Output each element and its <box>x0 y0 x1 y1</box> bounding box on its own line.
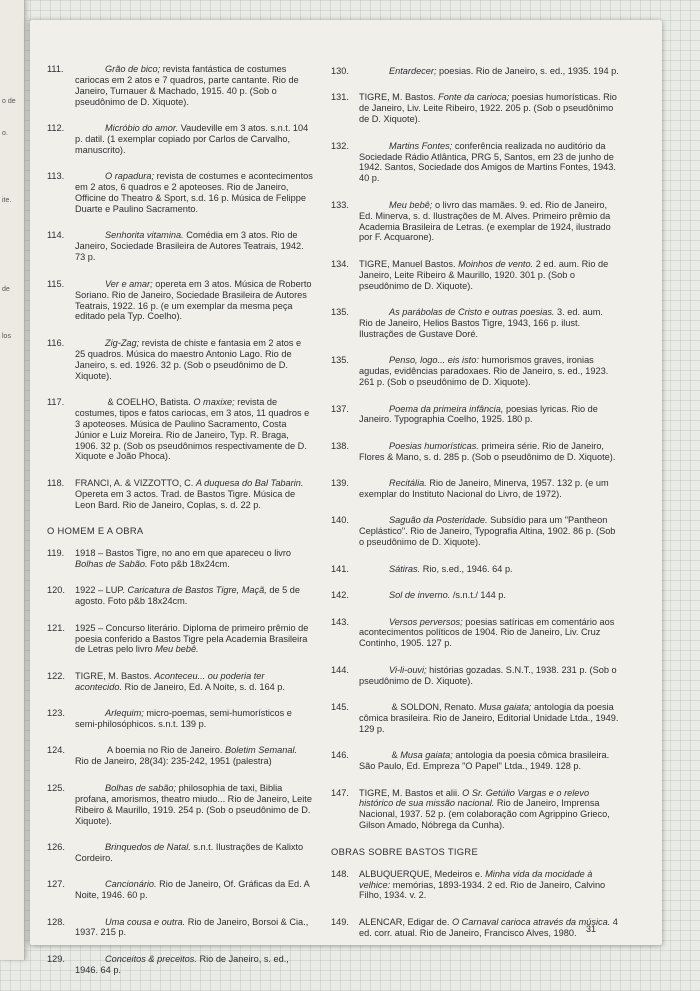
entry-title: Moinhos de vento. <box>458 258 534 269</box>
entry-title: Boletim Semanal. <box>225 745 298 756</box>
bibliography-entry <box>331 259 619 292</box>
bibliography-entry <box>47 123 313 156</box>
bibliography-entry <box>47 548 313 570</box>
entry-detail: ALENCAR, Edigar de. <box>359 916 452 927</box>
entry-detail: TIGRE, M. Bastos. <box>75 670 155 681</box>
entry-title: O Carnaval carioca através da música. <box>451 916 611 927</box>
bibliography-entry <box>331 917 619 939</box>
document-page <box>30 20 662 975</box>
entry-text <box>75 478 313 511</box>
entry-detail: de 5 de agosto. Foto p&b 18x24cm. <box>75 585 300 607</box>
entry-detail: & <box>389 750 401 761</box>
bibliography-entry <box>331 617 619 650</box>
entry-title: Sátiras. <box>389 563 421 574</box>
entry-detail: humorismos graves, ironias agudas, evidências paradoxaes. Rio de Janeiro, s. ed., 1923. 261 p. (Sob o pseudônimo de D. Xiquote). <box>359 355 609 388</box>
entry-detail: revista de costumes, tipos e fatos cariocas, em 3 atos, 11 quadros e 3 apoteoses. Música de Paulino Sacramento, Costa Júnior e Luiz Moreira. Rio de Janeiro, Typ. R. Braga, 1906. 32 p. (Sob os pseudônimos respectivamente de D. Xiquote e João Phoca). <box>75 396 310 462</box>
entry-text <box>359 200 619 244</box>
entry-detail: A boemia no Rio de Janeiro. <box>105 745 226 756</box>
entry-number: 147. <box>331 787 349 798</box>
entry-title: Poema da primeira infância, <box>389 403 504 414</box>
entry-detail: revista de costumes e acontecimentos em 2 atos, 6 quadros e 2 apoteoses. Rio de Janeiro, Officine do Theatro & Sport, s.d. 16 p. Música de Felippe Duarte e Paulino Sacramento. <box>75 171 313 215</box>
bibliography-entry <box>47 745 313 767</box>
entry-text <box>75 879 313 901</box>
entry-number: 134. <box>331 258 349 269</box>
entry-text <box>359 66 619 77</box>
entry-number: 121. <box>47 622 65 633</box>
left-entries-2 <box>47 548 313 976</box>
entry-text <box>359 355 619 388</box>
entry-text <box>75 64 313 108</box>
entry-detail: conferência realizada no auditório da Sociedade Rádio Atlântica, PRG 5, Santos, em 23 de junho de 1942. Santos, Sociedade dos Amigos de Martins Fontes, 1943. 40 p. <box>359 140 616 184</box>
entry-number: 130. <box>331 66 349 76</box>
entry-text <box>359 617 619 650</box>
entry-detail: Vaudeville em 3 atos. s.n.t. 104 p. datil. (1 exemplar copiado por Carlos de Carvalho, manuscrito). <box>75 123 309 155</box>
bibliography-entry <box>47 585 313 607</box>
entry-title: Bolhas de sabão; <box>105 782 177 793</box>
entry-text <box>359 590 619 601</box>
entry-title: A duquesa do Bal Tabarin. <box>195 477 304 488</box>
entry-title: Penso, logo... eis isto: <box>389 355 479 366</box>
bibliography-entry <box>331 665 619 687</box>
entry-detail: Rio de Janeiro, Of. Gráficas da Ed. A Noite, 1946. 60 p. <box>75 879 310 901</box>
entry-number: 137. <box>331 403 349 414</box>
entry-detail: Rio de Janeiro, Minerva, 1957. 132 p. (e um exemplar do Instituto Nacional do Livro, de 1972). <box>359 478 609 500</box>
bibliography-entry <box>47 708 313 730</box>
entry-number: 131. <box>331 92 349 103</box>
entry-title: O Sr. Getúlio Vargas e o relevo histórico de sua missão nacional. <box>359 787 590 809</box>
entry-title: Saguão da Posteridade. <box>389 515 488 526</box>
bibliography-entry <box>47 64 313 108</box>
entry-title: O rapadura; <box>105 171 155 182</box>
entry-detail: FRANCI, A. & VIZZOTTO, C. <box>75 477 196 488</box>
entry-number: 138. <box>331 440 349 451</box>
entry-text <box>359 259 619 292</box>
bibliography-entry <box>47 338 313 382</box>
entry-detail: Opereta em 3 actos. Trad. de Bastos Tigre. Música de Leon Bard. Rio de Janeiro, Coplas, s. d. 22 p. <box>75 488 296 510</box>
entry-title: Arlequim; <box>105 708 144 719</box>
entry-detail: 2 ed. aum. Rio de Janeiro, Leite Ribeiro & Maurillo, 1920. 301 p. (Sob o pseudônimo de D. Xiquote). <box>359 258 609 291</box>
entry-number: 140. <box>331 515 349 526</box>
entry-number: 118. <box>47 477 65 488</box>
entry-text <box>359 788 619 832</box>
entry-number: 135. <box>331 355 349 366</box>
entry-text <box>359 564 619 575</box>
entry-detail: /s.n.t./ 144 p. <box>450 590 506 601</box>
bibliography-entry <box>47 783 313 827</box>
bibliography-entry <box>47 279 313 323</box>
entry-title: Entardecer; <box>389 66 437 76</box>
entry-text <box>75 338 313 382</box>
entry-detail: 1922 – LUP. <box>75 585 128 596</box>
entry-title: Ver e amar; <box>105 278 153 289</box>
bibliography-entry <box>47 171 313 215</box>
bibliography-entry <box>331 515 619 548</box>
entry-title: Brinquedos de Natal. <box>105 841 191 852</box>
entry-title: Meu bebê. <box>155 644 199 655</box>
entry-detail: Rio de Janeiro, 28(34): 235-242, 1951 (palestra) <box>75 756 272 767</box>
entry-number: 128. <box>47 916 65 927</box>
entry-number: 116. <box>47 337 65 348</box>
entry-number: 125. <box>47 782 65 793</box>
entry-detail: TIGRE, M. Bastos et alii. <box>359 787 463 798</box>
entry-detail: Rio de Janeiro, s. ed., 1946. 64 p. <box>75 953 289 975</box>
entry-detail: poesias satíricas em comentário aos acontecimentos políticos de 1904. Rio de Janeiro, Liv. Cruz Continho, 1905. 127 p. <box>359 616 615 649</box>
entry-detail: o livro das mamães. 9. ed. Rio de Janeiro, Ed. Minerva, s. d. Ilustrações de M. Alves. Primeiro prêmio da Academia Brasileira de Letras. (e exemplar de 1924, ilustrado por F. Acquarone). <box>359 199 611 243</box>
entry-detail: 4 ed. corr. atual. Rio de Janeiro, Francisco Alves, 1980. <box>359 916 618 938</box>
right-entries <box>331 66 619 831</box>
section-heading: O HOMEM E A OBRA <box>47 525 144 537</box>
entry-detail: revista de chiste e fantasia em 2 atos e 25 quadros. Música do maestro Antonio Lago. Rio de Janeiro, s. ed. 1926. 32 p. (Sob o pseudônimo de D. Xiquote). <box>75 337 302 381</box>
bibliography-entry <box>331 200 619 244</box>
edge-fragment: de <box>2 286 10 293</box>
entry-title: Cancionário. <box>105 879 157 890</box>
entry-number: 115. <box>47 278 65 289</box>
entry-text <box>359 869 619 902</box>
entry-text <box>359 702 619 735</box>
entry-number: 143. <box>331 616 349 627</box>
entry-number: 142. <box>331 590 349 601</box>
bibliography-entry <box>331 141 619 185</box>
entry-text <box>75 671 313 693</box>
entry-title: Versos perversos; <box>389 616 463 627</box>
entry-number: 111. <box>47 64 64 74</box>
bibliography-entry <box>331 564 619 575</box>
entry-detail: Rio de Janeiro, Borsoi & Cia., 1937. 215 p. <box>75 916 309 938</box>
entry-detail: 3. ed. aum. Rio de Janeiro, Helios Bastos Tigre, 1943, 166 p. ilust. Ilustrações de Gustave Doré. <box>359 307 603 339</box>
entry-text <box>359 917 619 939</box>
edge-fragment: o. <box>2 130 8 137</box>
bibliography-entry <box>47 879 313 901</box>
entry-detail: & SOLDON, Renato. <box>389 702 479 713</box>
entry-text <box>75 230 313 263</box>
entry-title: Vi-li-ouvi; <box>389 664 427 675</box>
entry-title: Sol de inverno. <box>389 590 451 601</box>
entry-detail: poesias humorísticas. Rio de Janeiro, Liv. Leite Ribeiro, 1922. 205 p. (Sob o pseudônimo de D. Xiquote). <box>359 92 617 125</box>
bibliography-entry <box>331 66 619 77</box>
entry-text <box>359 750 619 772</box>
entry-number: 113. <box>47 171 65 182</box>
entry-title: Poesias humorísticas. <box>389 440 479 451</box>
entry-detail: Rio de Janeiro, Ed. A Noite, s. d. 164 p. <box>122 681 285 692</box>
entry-text <box>359 92 619 125</box>
entry-title: Recitália. <box>389 478 427 489</box>
entry-number: 139. <box>331 478 349 489</box>
bibliography-entry <box>331 441 619 463</box>
right-column <box>331 66 619 954</box>
entry-text <box>75 171 313 215</box>
entry-text <box>75 279 313 323</box>
entry-text <box>75 954 313 976</box>
entry-detail: s.n.t. Ilustrações de Kalixto Cordeiro. <box>75 841 304 863</box>
entry-detail: memórias, 1893-1934. 2 ed. Rio de Janeiro, Calvino Filho, 1934. v. 2. <box>359 879 606 901</box>
bibliography-entry <box>331 92 619 125</box>
entry-detail: poesias lyricas. Rio de Janeiro. Typographia Coelho, 1925. 180 p. <box>359 403 598 425</box>
entry-text <box>359 665 619 687</box>
entry-title: Grão de bico; <box>105 64 161 74</box>
entry-text <box>359 141 619 185</box>
entry-title: Minha vida da mocidade à velhice: <box>359 868 593 890</box>
entry-detail: philosophia de taxi, Biblia profana, amorismos, theatro miudo... Rio de Janeiro, Leite Ribeiro & Maurillo, 1919. 254 p. (Sob o pseudônimo de D. Xiquote). <box>75 782 312 826</box>
entry-title: Fonte da carioca; <box>438 92 510 103</box>
bibliography-entry <box>47 842 313 864</box>
entry-text <box>75 708 313 730</box>
entry-number: 124. <box>47 745 65 756</box>
entry-title: O maxixe; <box>193 396 235 407</box>
entry-text <box>75 623 313 656</box>
entry-detail: 1918 – Bastos Tigre, no ano em que apareceu o livro <box>75 548 292 558</box>
entry-number: 133. <box>331 199 349 210</box>
entry-number: 114. <box>47 230 65 241</box>
bibliography-entry <box>331 590 619 601</box>
entry-number: 148. <box>331 868 349 879</box>
entry-number: 132. <box>331 140 349 151</box>
left-page-edge <box>0 0 25 960</box>
entry-detail: Comédia em 3 atos. Rio de Janeiro, Sociedade Brasileira de Autores Teatrais, 1942. 73 p. <box>75 230 304 263</box>
entry-detail: TIGRE, M. Bastos. <box>359 92 439 103</box>
entry-title: Meu bebê; <box>389 199 433 210</box>
entry-number: 112. <box>47 123 65 134</box>
entry-title: Bolhas de Sabão. <box>75 558 148 569</box>
entry-text <box>359 404 619 426</box>
entry-text <box>359 441 619 463</box>
entry-title: Micróbio do amor. <box>105 123 179 134</box>
entry-title: Zig-Zag; <box>105 337 140 348</box>
bibliography-entry <box>331 788 619 832</box>
entry-detail: primeira série. Rio de Janeiro, Flores & Mano, s. d. 285 p. (Sob o pseudônimo de D. Xiquote). <box>359 440 616 462</box>
entry-title: Musa gaiata; <box>478 702 532 713</box>
bibliography-entry <box>47 671 313 693</box>
entry-number: 149. <box>331 916 349 927</box>
edge-fragment: los <box>2 333 11 340</box>
entry-title: Senhorita vitamina. <box>105 230 184 241</box>
entry-number: 141. <box>331 563 349 574</box>
entry-detail: TIGRE, Manuel Bastos. <box>359 258 459 269</box>
bibliography-entry <box>331 307 619 340</box>
bibliography-entry <box>331 404 619 426</box>
entry-detail: micro-poemas, semi-humorísticos e semi-philosóphicos. s.n.t. 139 p. <box>75 708 292 730</box>
entry-title: Musa gaiata; <box>400 750 453 761</box>
bibliography-entry <box>47 623 313 656</box>
entry-number: 129. <box>47 953 65 964</box>
entry-title: Conceitos & preceitos. <box>105 953 197 964</box>
bibliography-entry <box>47 478 313 511</box>
entry-detail: revista fantástica de costumes cariocas em 2 atos e 7 quadros, parte cantante. Rio de Janeiro, Turnauer & Machado, 1915. 40 p. (Sob o pseudônimo de D. Xiquote). <box>75 64 299 107</box>
entry-number: 127. <box>47 879 65 890</box>
bibliography-entry <box>47 230 313 263</box>
entry-detail: Rio de Janeiro, Imprensa Nacional, 1937. 52 p. (em colaboração com Agrippino Grieco, Gilson Amado, Nóbrega da Cunha). <box>359 798 610 831</box>
entry-detail: 1925 – Concurso literário. Diploma de primeiro prêmio de poesia conferido a Bastos Tigre pela Academia Brasileira de Letras pelo livro <box>75 622 309 655</box>
entry-title: As parábolas de Cristo e outras poesias. <box>389 307 555 318</box>
entry-number: 117. <box>47 396 65 407</box>
entry-detail: Rio, s.ed., 1946. 64 p. <box>420 563 513 574</box>
entry-number: 120. <box>47 585 65 596</box>
bibliography-entry <box>47 917 313 939</box>
entry-title: Caricatura de Bastos Tigre, Maçã, <box>127 585 267 596</box>
left-column <box>47 64 313 991</box>
bibliography-entry <box>331 355 619 388</box>
entry-detail: antologia da poesia cômica brasileira. São Paulo, Ed. Empreza "O Papel" Ltda., 1949. 128 p. <box>359 750 610 772</box>
bibliography-entry <box>331 750 619 772</box>
entry-text <box>359 515 619 548</box>
entry-number: 119. <box>47 548 65 558</box>
entry-number: 122. <box>47 670 65 681</box>
entry-title: Uma cousa e outra. <box>105 916 186 927</box>
entry-text <box>359 478 619 500</box>
entry-detail: antologia da poesia cômica brasileira. Rio de Janeiro, Editorial Unidade Ltda., 1949. 129 p. <box>359 702 619 734</box>
section-heading: OBRAS SOBRE BASTOS TIGRE <box>331 845 478 857</box>
entry-detail: histórias gozadas. S.N.T., 1938. 231 p. (Sob o pseudônimo de D. Xiquote). <box>359 664 617 686</box>
entry-text <box>75 397 313 462</box>
entry-detail: Subsídio para um "Pantheon Ceplástico". Rio de Janeiro, Typografia Altina, 1902. 86 p. (Sob o pseudônimo de D. Xiquote). <box>359 515 616 548</box>
entry-detail: opereta em 3 atos. Música de Roberto Soriano. Rio de Janeiro, Sociedade Brasileira de Autores Teatrais, 1922. 16 p. (e um exemplar da mesma peça editado pela Typ. Coelho). <box>75 278 312 322</box>
entry-number: 123. <box>47 708 65 719</box>
entry-text <box>75 585 313 607</box>
entry-title: Martins Fontes; <box>389 140 453 151</box>
right-entries-2 <box>331 869 619 939</box>
entry-number: 126. <box>47 841 65 852</box>
entry-text <box>75 548 313 570</box>
entry-detail: poesias. Rio de Janeiro, s. ed., 1935. 194 p. <box>436 66 619 76</box>
entry-detail: ALBUQUERQUE, Medeiros e. <box>359 868 486 879</box>
edge-fragment: ite. <box>2 197 12 204</box>
page-number: 31 <box>585 924 596 934</box>
entry-number: 144. <box>331 664 349 675</box>
bibliography-entry <box>47 397 313 462</box>
entry-title: Aconteceu... ou poderia ter acontecido. <box>75 670 265 692</box>
entry-text <box>75 123 313 156</box>
entry-text <box>75 842 313 864</box>
edge-fragment: o de <box>2 98 16 105</box>
left-entries <box>47 64 313 511</box>
bibliography-entry <box>331 478 619 500</box>
bibliography-entry <box>331 702 619 735</box>
entry-detail: & COELHO, Batista. <box>105 396 194 407</box>
entry-number: 135. <box>331 307 349 318</box>
entry-number: 146. <box>331 750 349 761</box>
entry-text <box>75 745 313 767</box>
entry-text <box>75 917 313 939</box>
bibliography-entry <box>47 954 313 976</box>
entry-text <box>75 783 313 827</box>
bibliography-entry <box>331 869 619 902</box>
entry-detail: Foto p&b 18x24cm. <box>147 558 230 569</box>
entry-text <box>359 307 619 340</box>
entry-number: 145. <box>331 702 349 713</box>
